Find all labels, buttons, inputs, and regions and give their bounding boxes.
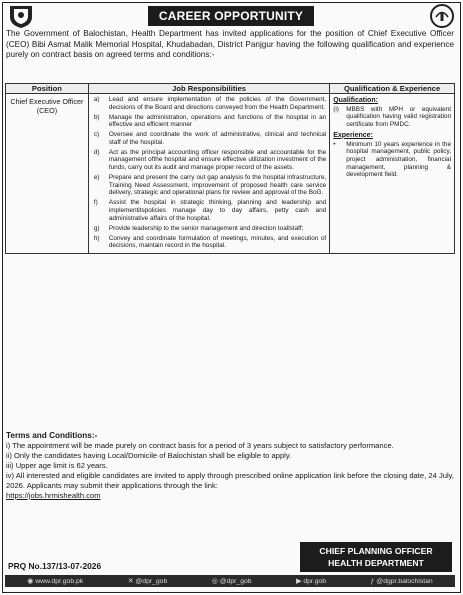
responsibility-item	[92, 235, 326, 250]
responsibilities-cell	[88, 94, 329, 254]
responsibility-letter: g)	[93, 224, 100, 232]
instagram-icon: ◎	[211, 578, 218, 585]
balochistan-emblem-icon	[6, 3, 36, 29]
footer-twitter-text: @dpr_gob	[135, 577, 168, 585]
bullet-icon: •	[333, 140, 336, 148]
application-link[interactable]: https://jobs.hrmishealth.com	[6, 491, 101, 500]
responsibility-item	[92, 149, 326, 172]
table-row	[6, 94, 455, 254]
footer-facebook-text: @dgpr.balochistan	[376, 577, 433, 585]
responsibility-text: Lead and ensure implementation of the policies of the Government, decisions of the Board and directions conveyed from the Health Department.	[108, 96, 327, 111]
experience-heading: Experience:	[333, 131, 373, 139]
responsibility-text: Oversee and coordinate the work of administrative, clinical and technical staff of the hospital.	[108, 131, 327, 146]
responsibility-letter: h)	[93, 234, 100, 242]
terms-item: i) The appointment will be made purely on contract basis for a period of 3 years subject to satisfactory performance.	[6, 441, 394, 450]
experience-text: Minimum 10 years experience in the hospital management, public policy, project administration, financial management, planning & development field.	[346, 140, 451, 179]
globe-icon: ◉	[27, 578, 34, 585]
terms-heading: Terms and Conditions:-	[6, 431, 98, 440]
terms-section	[6, 431, 454, 501]
responsibility-letter: f)	[93, 199, 98, 207]
position-table	[5, 83, 455, 254]
table-header-row	[6, 84, 455, 94]
twitter-icon: ✕	[127, 578, 134, 585]
youtube-icon: ▶	[296, 578, 302, 585]
responsibility-item	[92, 199, 326, 222]
responsibility-text: Provide leadership to the senior management and direction toallstaff;	[108, 224, 304, 232]
responsibility-item	[92, 174, 326, 197]
footer-website[interactable]	[27, 577, 83, 585]
signature-line-2: HEALTH DEPARTMENT	[328, 558, 424, 568]
footer-instagram[interactable]	[212, 577, 252, 585]
terms-item: iii) Upper age limit is 62 years.	[6, 461, 108, 470]
responsibility-text: Manage the administration, operations and functions of the hospital in an effective and efficient manner	[108, 113, 327, 129]
qualification-item	[333, 106, 451, 129]
terms-item: iv) All interested and eligible candidates are invited to apply through prescribed online application link before the closing date, 24 July, 2026. Applicants may submit their applications through the link:	[6, 471, 454, 490]
responsibility-text: Assist the hospital in strategic thinking, planning and leadership and implementitspolicies manage day to day affairs, petty cash and administrative affairs of the hospital.	[108, 199, 327, 222]
responsibility-item	[92, 114, 326, 129]
qualification-heading: Qualification:	[333, 97, 378, 104]
qualification-marker: (i)	[333, 105, 339, 113]
signature-block	[300, 542, 452, 572]
responsibility-text: Convey and coordinate formulation of meetings, minutes, and execution of decisions, maintain record in the hospital.	[108, 234, 327, 250]
prq-number: PRQ No.137/13-07-2026	[8, 561, 102, 571]
responsibility-letter: b)	[93, 113, 100, 121]
qualification-cell	[330, 94, 455, 254]
column-header-qualification: Qualification & Experience	[330, 84, 455, 94]
qualification-text: MBBS with MPH or equivalent qualification having valid registration certificate from PMDC.	[346, 105, 451, 129]
responsibility-item	[92, 225, 326, 233]
signature-line-1: CHIEF PLANNING OFFICER	[319, 546, 433, 556]
facebook-icon: ƒ	[370, 577, 375, 585]
intro-paragraph: The Government of Balochistan, Health Department has invited applications for the position of Chief Executive Officer (CEO) Bibi Asmat Malik Memorial Hospital, Khudabadan, District Panjgur having the following qualification and experience purely on contract basis on agreed terms and conditions:-	[6, 29, 454, 60]
experience-item	[333, 141, 451, 180]
footer-twitter[interactable]	[128, 577, 168, 585]
health-department-emblem-icon	[427, 3, 457, 29]
responsibility-item	[92, 131, 326, 146]
responsibility-text: Prepare and present the carry out gap analysis fo the hospital infrastructure, Training Need Assessment, improvement of proposed health care service delivery, strategic and operational plans for review and approval of the BoG.	[108, 174, 327, 197]
responsibility-letter: c)	[93, 131, 100, 139]
footer-facebook[interactable]	[371, 578, 433, 585]
responsibility-letter: d)	[93, 148, 100, 156]
terms-item: ii) Only the candidates having Local/Domicile of Balochistan shall be eligible to apply.	[6, 451, 292, 460]
footer-youtube-text: dpr.gob	[303, 577, 326, 585]
page-title: CAREER OPPORTUNITY	[148, 6, 314, 26]
responsibility-letter: a)	[93, 96, 100, 103]
column-header-position: Position	[6, 84, 89, 94]
column-header-responsibilities: Job Responsibilities	[88, 84, 329, 94]
footer-website-text: www.dpr.gob.pk	[35, 577, 84, 585]
footer-youtube[interactable]	[296, 577, 326, 585]
position-cell: Chief Executive Officer (CEO)	[6, 94, 89, 254]
responsibility-letter: e)	[93, 174, 100, 182]
responsibility-text: Act as the principal accounting officer responsible and accountable for the management ofthe hospital and ensure effective utilization investment of the funds, carry out its audit and manage proper record of the assets.	[108, 148, 327, 172]
footer-instagram-text: @dpr_gob	[219, 577, 252, 585]
responsibility-item	[92, 96, 326, 111]
social-footer	[5, 575, 455, 587]
